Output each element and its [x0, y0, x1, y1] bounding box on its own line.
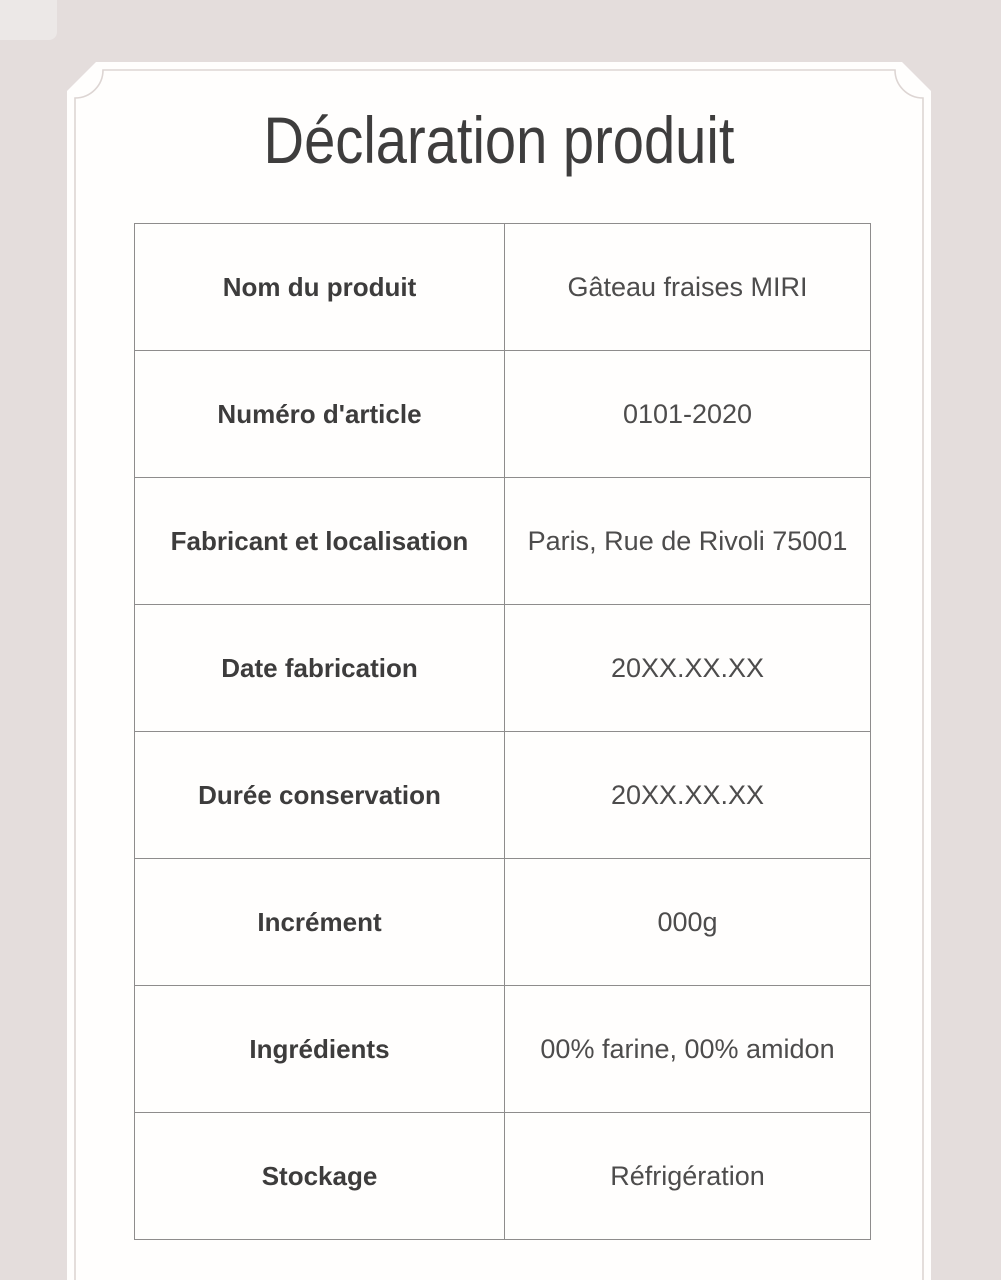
- row-label: Nom du produit: [135, 224, 505, 351]
- row-label: Fabricant et localisation: [135, 478, 505, 605]
- product-info-table: [134, 223, 871, 1240]
- table-row: [135, 351, 871, 478]
- row-value: Gâteau fraises MIRI: [505, 224, 871, 351]
- table-row: [135, 478, 871, 605]
- row-label: Ingrédients: [135, 986, 505, 1113]
- row-value: 20XX.XX.XX: [505, 732, 871, 859]
- row-value: 0101-2020: [505, 351, 871, 478]
- table-row: [135, 605, 871, 732]
- table-row: [135, 859, 871, 986]
- row-label: Incrément: [135, 859, 505, 986]
- page-title: Déclaration produit: [263, 103, 735, 177]
- table-row: [135, 224, 871, 351]
- table-row: [135, 986, 871, 1113]
- row-label: Durée conservation: [135, 732, 505, 859]
- row-value: 00% farine, 00% amidon: [505, 986, 871, 1113]
- row-label: Stockage: [135, 1113, 505, 1240]
- row-label: Date fabrication: [135, 605, 505, 732]
- row-value: Réfrigération: [505, 1113, 871, 1240]
- row-value: 20XX.XX.XX: [505, 605, 871, 732]
- top-left-light-patch: [0, 0, 57, 40]
- row-value: Paris, Rue de Rivoli 75001: [505, 478, 871, 605]
- table-row: [135, 1113, 871, 1240]
- row-value: 000g: [505, 859, 871, 986]
- table-row: [135, 732, 871, 859]
- row-label: Numéro d'article: [135, 351, 505, 478]
